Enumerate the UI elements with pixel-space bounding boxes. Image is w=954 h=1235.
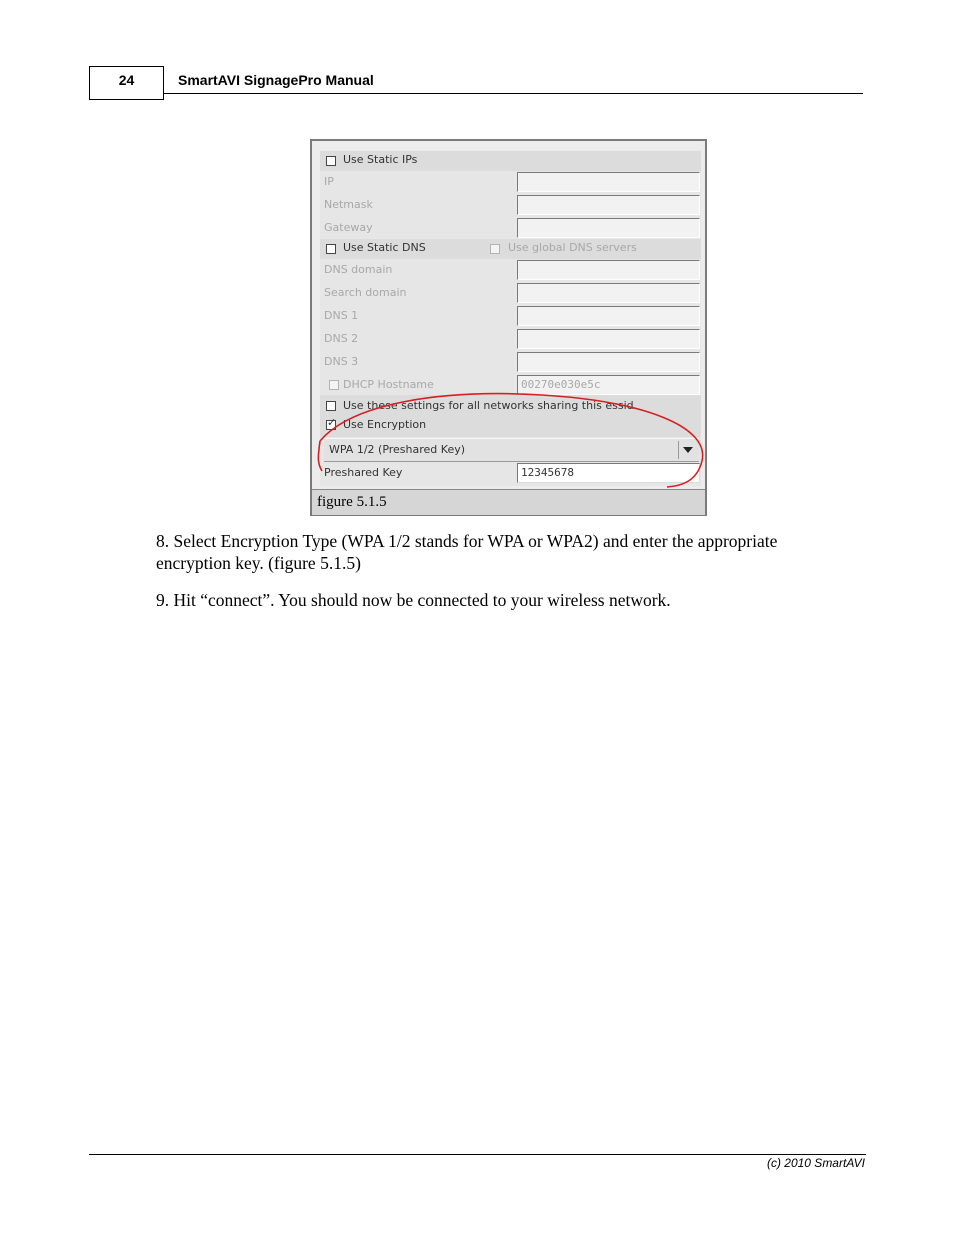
gateway-input[interactable] [517, 218, 700, 238]
dhcp-hostname-input[interactable] [517, 375, 700, 395]
use-global-dns-label: Use global DNS servers [508, 241, 637, 254]
caption-bar [312, 489, 705, 515]
search-domain-label: Search domain [324, 286, 407, 299]
figure-5-1-5 [310, 139, 707, 516]
ip-label: IP [324, 175, 334, 188]
network-settings-panel [320, 151, 701, 486]
use-global-dns-checkbox[interactable] [490, 244, 500, 254]
use-static-dns-label: Use Static DNS [343, 241, 426, 254]
netmask-input[interactable] [517, 195, 700, 215]
checkmark-icon: ✓ [327, 417, 337, 429]
page-number: 24 [118, 72, 135, 88]
use-settings-all-label: Use these settings for all networks sharing this essid [343, 399, 634, 412]
dns-domain-label: DNS domain [324, 263, 393, 276]
gateway-label: Gateway [324, 221, 373, 234]
dns3-input[interactable] [517, 352, 700, 372]
dns1-input[interactable] [517, 306, 700, 326]
step-9-text: 9. Hit “connect”. You should now be connected to your wireless network. [156, 590, 671, 610]
preshared-key-value: 12345678 [521, 466, 574, 479]
use-encryption-checkbox[interactable] [326, 417, 337, 430]
preshared-key-input[interactable] [517, 463, 700, 483]
figure-caption: figure 5.1.5 [317, 494, 387, 510]
use-static-dns-checkbox[interactable] [326, 244, 336, 254]
netmask-label: Netmask [324, 198, 373, 211]
step-8-text: 8. Select Encryption Type (WPA 1/2 stands for WPA or WPA2) and enter the appropriate encryption key. (figure 5.1.5) [156, 531, 778, 573]
footer-rule [89, 1154, 866, 1155]
preshared-key-label: Preshared Key [324, 466, 403, 479]
manual-title: SmartAVI SignagePro Manual [178, 72, 374, 88]
dns3-label: DNS 3 [324, 355, 359, 368]
search-domain-input[interactable] [517, 283, 700, 303]
use-static-ips-label: Use Static IPs [343, 153, 418, 166]
encryption-type-select[interactable] [324, 438, 699, 462]
dns2-input[interactable] [517, 329, 700, 349]
dhcp-hostname-checkbox[interactable] [329, 380, 339, 390]
use-static-ips-checkbox[interactable] [326, 156, 336, 166]
header-rule [164, 93, 863, 94]
footer-copyright: (c) 2010 SmartAVI [766, 1156, 865, 1170]
use-settings-all-checkbox[interactable] [326, 401, 336, 411]
ip-input[interactable] [517, 172, 700, 192]
dhcp-hostname-value: 00270e030e5c [521, 378, 601, 391]
dns1-label: DNS 1 [324, 309, 359, 322]
chevron-down-icon [683, 447, 693, 453]
dhcp-hostname-label: DHCP Hostname [343, 378, 434, 391]
dns-domain-input[interactable] [517, 260, 700, 280]
use-encryption-label: Use Encryption [343, 418, 427, 431]
dns2-label: DNS 2 [324, 332, 359, 345]
combo-separator [678, 441, 679, 459]
encryption-type-value: WPA 1/2 (Preshared Key) [329, 443, 466, 456]
